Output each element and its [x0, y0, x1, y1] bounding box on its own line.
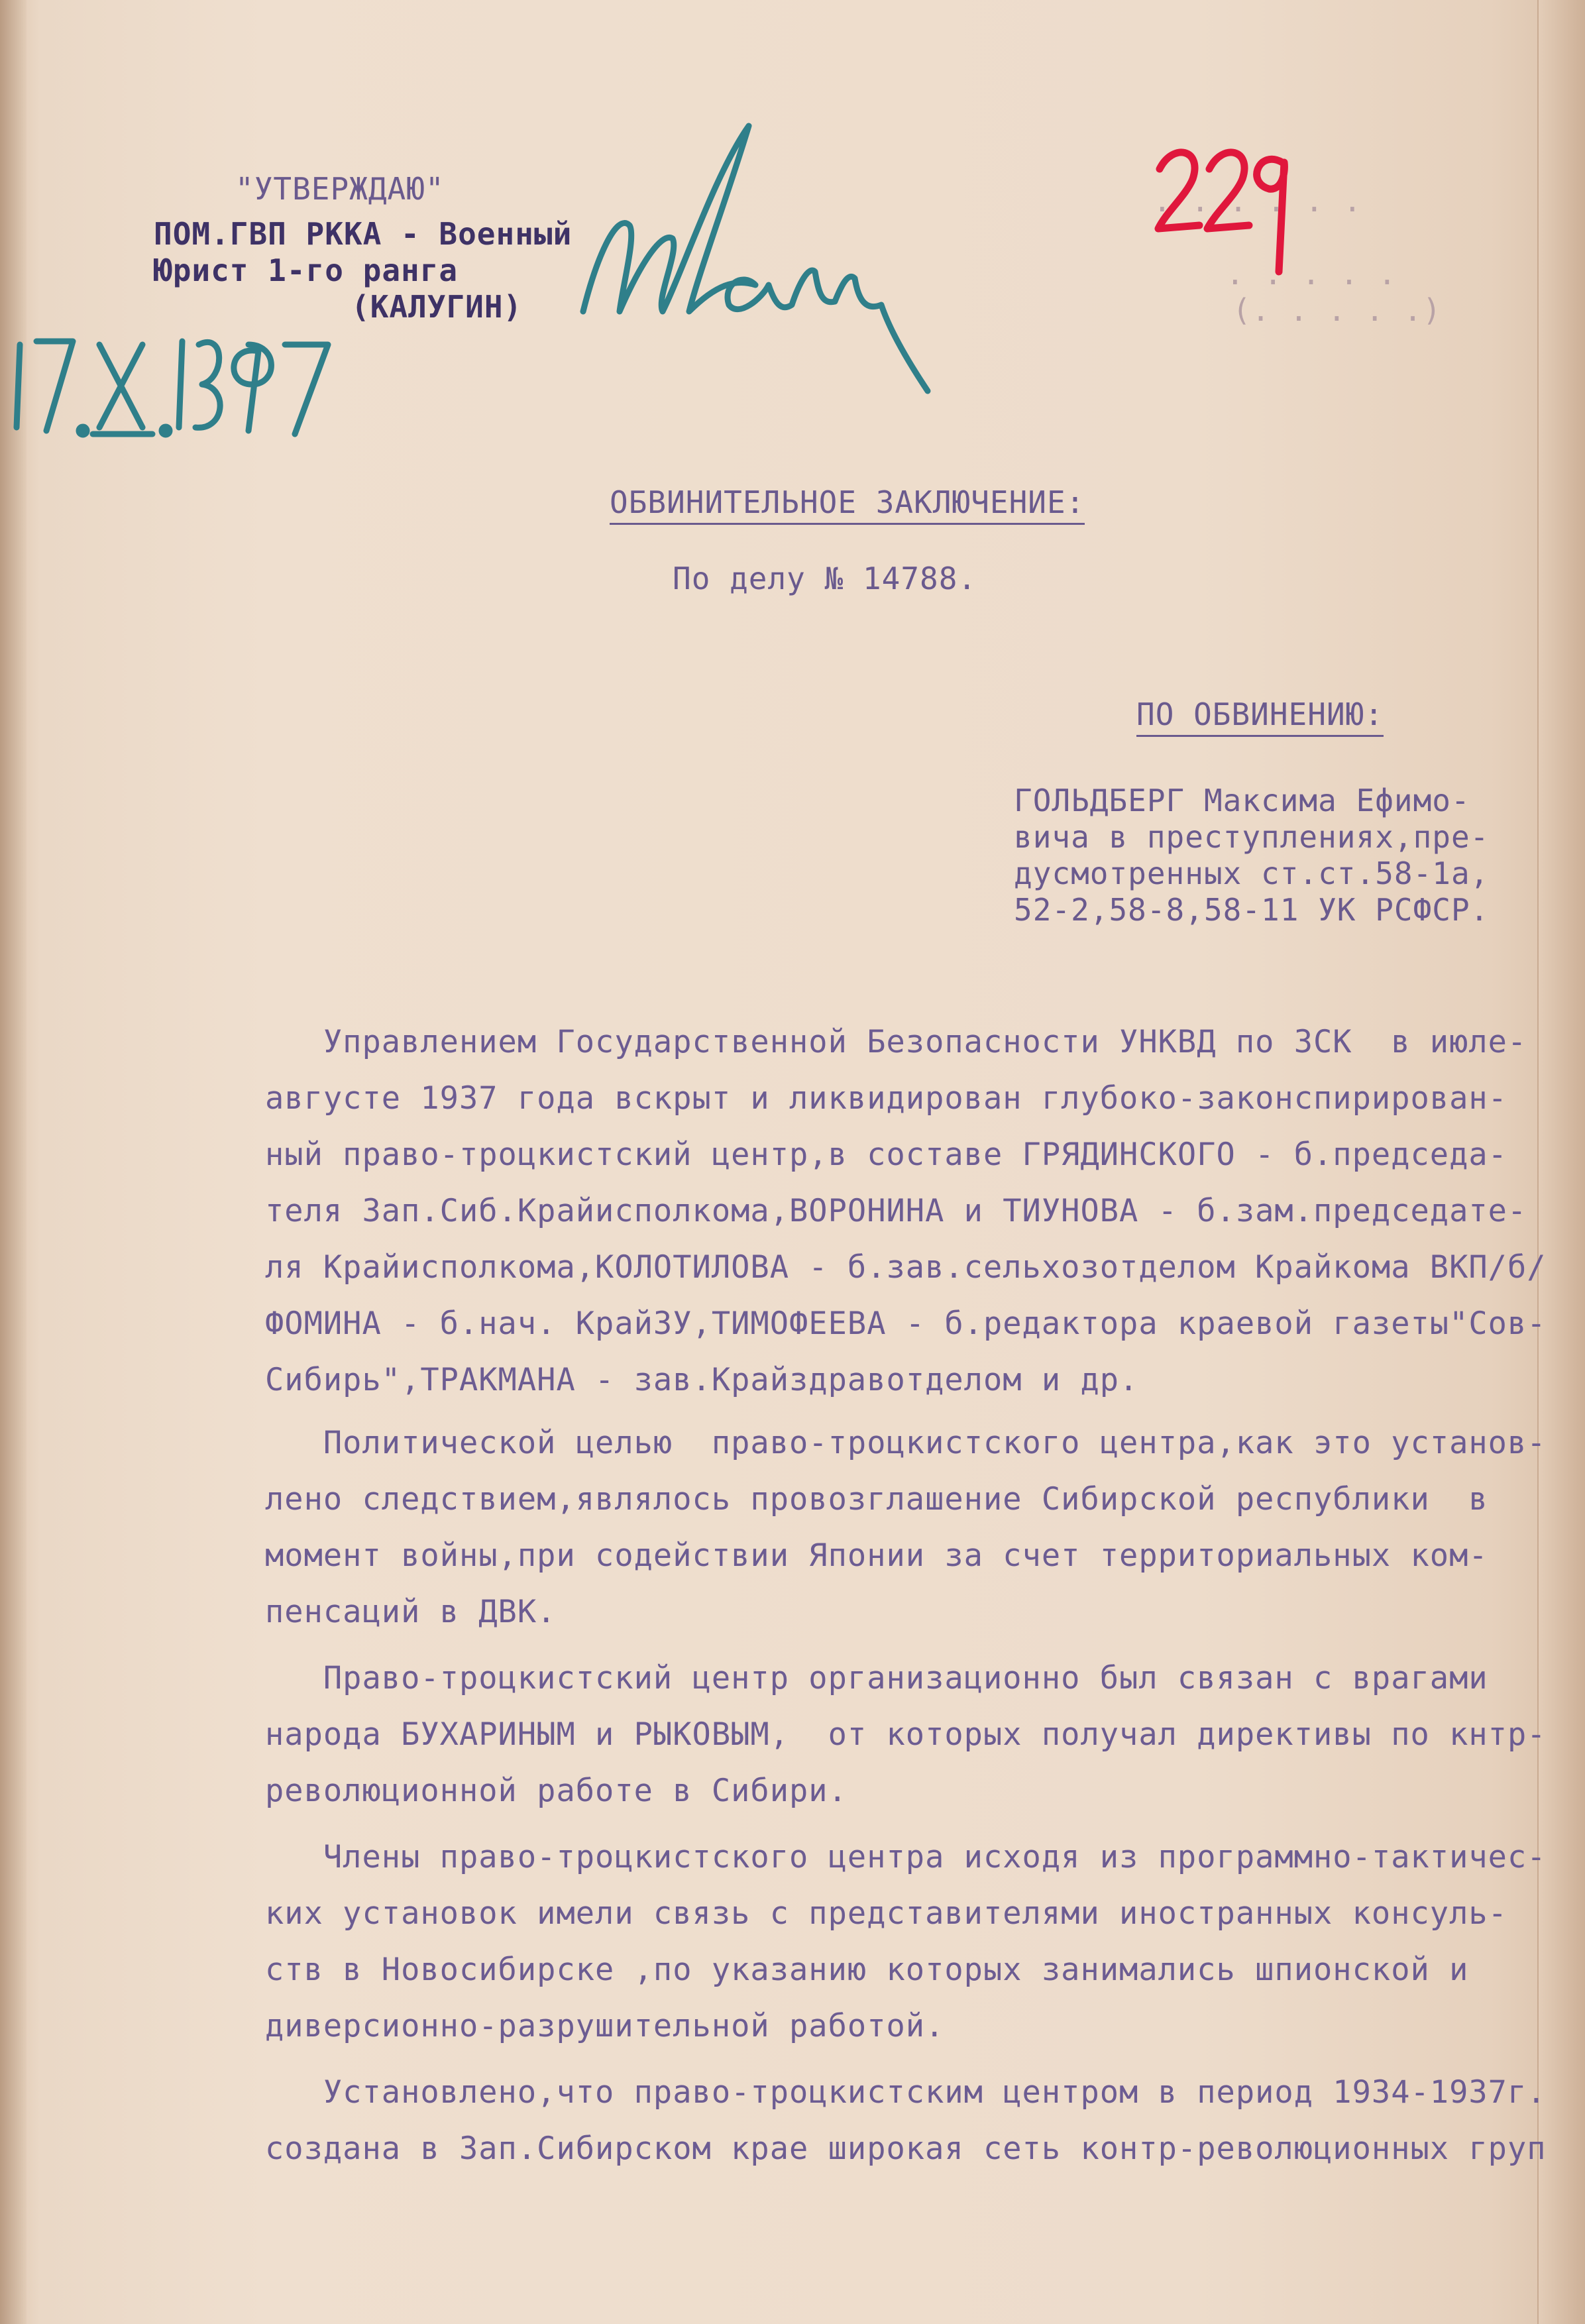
charge-heading: ПО ОБВИНЕНИЮ: [1136, 699, 1384, 737]
body-line: революционной работе в Сибири. [265, 1773, 847, 1809]
body-line: Право-троцкистский центр организационно был связан с врагами [265, 1660, 1488, 1696]
body-line: Политической целью право-троцкистского центра,как это установ- [265, 1425, 1547, 1461]
handwritten-date-ink [0, 305, 345, 464]
body-line: ФОМИНА - б.нач. КрайЗУ,ТИМОФЕЕВА - б.редактора краевой газеты"Сов- [265, 1305, 1547, 1342]
charge-line: 52-2,58-8,58-11 УК РСФСР. [1014, 892, 1490, 928]
approval-line-3: (КАЛУГИН) [351, 289, 523, 325]
charge-line: вича в преступлениях,пре- [1014, 819, 1490, 855]
body-line: августе 1937 года вскрыт и ликвидирован глубоко-законспирирован- [265, 1080, 1507, 1117]
page-edge [1537, 0, 1585, 2324]
body-line: ля Крайисполкома,КОЛОТИЛОВА - б.зав.сельхозотделом Крайкома ВКП/б/ [265, 1249, 1547, 1286]
faint-stamp-ghost-2: . . . . . [1226, 256, 1397, 292]
body-line: ств в Новосибирске ,по указанию которых занимались шпионской и [265, 1952, 1469, 1988]
case-number: По делу № 14788. [673, 561, 977, 596]
approval-title: "УТВЕРЖДАЮ" [235, 171, 445, 207]
body-line: Установлено,что право-троцкистским центром в период 1934-1937г. [265, 2074, 1547, 2111]
body-line: Управлением Государственной Безопасности УНКВД по ЗСК в июле- [265, 1024, 1527, 1060]
signature-ink [557, 113, 941, 431]
body-line: момент войны,при содействии Японии за счет территориальных ком- [265, 1537, 1488, 1574]
body-line: лено следствием,являлось провозглашение Сибирской республики в [265, 1481, 1488, 1518]
faint-stamp-ghost-3: (. . . . .) [1232, 292, 1442, 328]
body-line: теля Зап.Сиб.Крайисполкома,ВОРОНИНА и ТИУНОВА - б.зам.председате- [265, 1193, 1527, 1229]
approval-line-2: Юрист 1-го ранга [154, 252, 459, 288]
document-title: ОБВИНИТЕЛЬНОЕ ЗАКЛЮЧЕНИЕ: [610, 487, 1085, 525]
body-line: народа БУХАРИНЫМ и РЫКОВЫМ, от которых получал директивы по кнтр- [265, 1716, 1547, 1753]
body-line: Сибирь",ТРАКМАНА - зав.Крайздравотделом и др. [265, 1362, 1139, 1398]
body-line: пенсаций в ДВК. [265, 1594, 557, 1630]
body-line: ких установок имели связь с представителями иностранных консуль- [265, 1895, 1507, 1932]
body-line: ный право-троцкистский центр,в составе ГРЯДИНСКОГО - б.председа- [265, 1136, 1507, 1173]
body-line: диверсионно-разрушительной работой. [265, 2008, 945, 2044]
body-line: Члены право-троцкистского центра исходя из программно-тактичес- [265, 1839, 1547, 1875]
body-line: создана в Зап.Сибирском крае широкая сеть контр-революционных груп [265, 2130, 1547, 2167]
charge-line: ГОЛЬДБЕРГ Максима Ефимо- [1014, 783, 1470, 818]
charge-line: дусмотренных ст.ст.58-1а, [1014, 856, 1490, 891]
red-archive-number [1146, 133, 1292, 278]
approval-line-1: ПОМ.ГВП РККА - Военный [154, 216, 573, 252]
faint-stamp-ghost: . . . . . . [1153, 183, 1362, 219]
